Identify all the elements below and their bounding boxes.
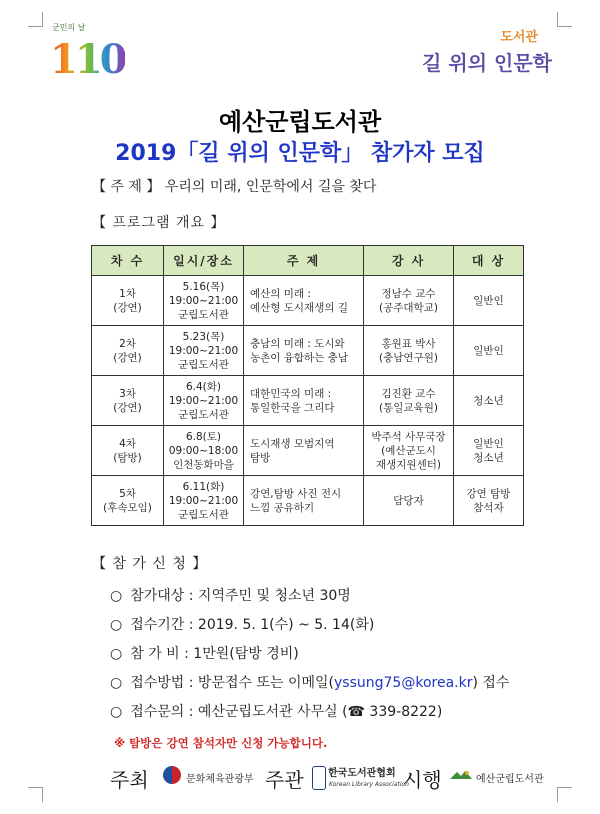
anniversary-badge: 군민의 날 <box>52 23 86 32</box>
theme-line <box>92 176 376 196</box>
cell-target: 일반인 청소년 <box>454 426 524 476</box>
cell-date-place: 5.16(목) 19:00~21:00 군립도서관 <box>164 276 244 326</box>
table-header-row <box>92 246 524 276</box>
cell-lecturer: 박주석 사무국장 (예산군도시 재생지원센터) <box>364 426 454 476</box>
cell-round: 5차 (후속모임) <box>92 476 164 526</box>
apply-method-line: ○ 접수방법 : 방문접수 또는 이메일(yssung75@korea.kr) 접수 <box>110 675 510 691</box>
cell-topic: 충남의 미래 : 도시와 농촌이 융합하는 충남 <box>244 326 364 376</box>
table-row <box>92 326 524 376</box>
email-link[interactable]: yssung75@korea.kr <box>334 675 473 691</box>
organizer-org: 한국도서관협회 <box>328 768 396 779</box>
cell-lecturer: 정남수 교수 (공주대학교) <box>364 276 454 326</box>
cell-topic: 대한민국의 미래 : 통일한국을 그리다 <box>244 376 364 426</box>
crop-mark-top-right <box>557 12 572 27</box>
cell-topic: 도시재생 모범지역 탐방 <box>244 426 364 476</box>
header-lecturer: 강 사 <box>364 246 454 276</box>
theme-value: 우리의 미래, 인문학에서 길을 찾다 <box>164 179 377 195</box>
cell-target: 강연 탐방 참석자 <box>454 476 524 526</box>
cell-round: 1차 (강연) <box>92 276 164 326</box>
bullet-icon: ○ <box>110 704 123 720</box>
apply-contact-line: ○ 접수문의 : 예산군립도서관 사무실 (☎ 339-8222) <box>110 704 443 720</box>
footer-organizers <box>0 764 600 800</box>
cell-round: 3차 (강연) <box>92 376 164 426</box>
cell-target: 청소년 <box>454 376 524 426</box>
cell-target: 일반인 <box>454 326 524 376</box>
theme-label: 【 주 제 】 <box>92 179 161 195</box>
brand-logo <box>422 26 552 76</box>
program-section-heading: 【 프로그램 개요 】 <box>92 215 226 231</box>
cell-lecturer: 김진환 교수 (통일교육원) <box>364 376 454 426</box>
table-row <box>92 476 524 526</box>
brand-small-text: 도서관 <box>500 30 538 45</box>
bullet-icon: ○ <box>110 617 123 633</box>
header-target: 대 상 <box>454 246 524 276</box>
executor-org: 예산군립도서관 <box>476 774 544 785</box>
host-label: 주최 <box>110 768 149 792</box>
cell-date-place: 6.11(화) 19:00~21:00 군립도서관 <box>164 476 244 526</box>
cell-topic: 예산의 미래 : 예산형 도시재생의 길 <box>244 276 364 326</box>
cell-topic: 강연,탐방 사진 전시 느낌 공유하기 <box>244 476 364 526</box>
cell-lecturer: 홍원표 박사 (충남연구원) <box>364 326 454 376</box>
table-row <box>92 426 524 476</box>
bullet-icon: ○ <box>110 588 123 604</box>
program-table <box>91 245 524 526</box>
notice-text: ※ 탐방은 강연 참석자만 신청 가능합니다. <box>114 736 328 750</box>
table-row <box>92 276 524 326</box>
table-row <box>92 376 524 426</box>
cell-lecturer: 담당자 <box>364 476 454 526</box>
apply-section-heading: 【 참 가 신 청 】 <box>92 556 208 572</box>
executor-label: 시행 <box>403 768 442 792</box>
organizer-label: 주관 <box>265 768 304 792</box>
host-org: 문화체육관광부 <box>186 774 254 785</box>
cell-round: 2차 (강연) <box>92 326 164 376</box>
anniversary-number: 110 <box>50 36 125 83</box>
apply-target-line: ○ 참가대상 : 지역주민 및 청소년 30명 <box>110 588 351 604</box>
library-title: 예산군립도서관 <box>218 108 382 136</box>
bullet-icon: ○ <box>110 646 123 662</box>
cell-date-place: 6.8(토) 09:00~18:00 인천동화마을 <box>164 426 244 476</box>
apply-period-line: ○ 접수기간 : 2019. 5. 1(수) ~ 5. 14(화) <box>110 617 375 633</box>
organizer-sub: Korean Library Association <box>329 781 409 788</box>
brand-big-text: 길 위의 인문학 <box>422 51 552 75</box>
anniversary-logo <box>44 22 139 84</box>
program-title: 2019「길 위의 인문학」 참가자 모집 <box>115 141 485 166</box>
apply-fee-line: ○ 참 가 비 : 1만원(탐방 경비) <box>110 646 299 662</box>
header-round: 차 수 <box>92 246 164 276</box>
cell-target: 일반인 <box>454 276 524 326</box>
crop-mark-top-left <box>28 12 43 27</box>
cell-date-place: 6.4(화) 19:00~21:00 군립도서관 <box>164 376 244 426</box>
header-date-place: 일시/장소 <box>164 246 244 276</box>
header-topic: 주 제 <box>244 246 364 276</box>
government-emblem-icon <box>163 766 181 784</box>
bullet-icon: ○ <box>110 675 123 691</box>
cell-date-place: 5.23(목) 19:00~21:00 군립도서관 <box>164 326 244 376</box>
yesan-logo-icon <box>450 770 472 780</box>
cell-round: 4차 (탐방) <box>92 426 164 476</box>
